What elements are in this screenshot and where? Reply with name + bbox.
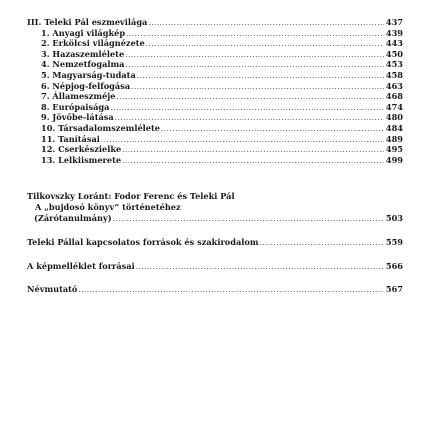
- toc-section-heading: [27, 17, 403, 28]
- essay-page: 503: [385, 213, 403, 224]
- toc-item-label: 1. Anyagi világkép: [41, 27, 126, 38]
- toc-entry-sources: [27, 237, 403, 248]
- leader-dots: [122, 145, 384, 156]
- leader-dots: [137, 71, 384, 82]
- toc-item: [27, 28, 403, 39]
- toc-item-label: 3. Hazaszemlélete: [41, 48, 125, 59]
- toc-item-page: 495: [385, 144, 403, 155]
- leader-dots: [131, 82, 384, 93]
- toc-item: [27, 59, 403, 70]
- leader-dots: [116, 92, 384, 103]
- table-of-contents: [27, 17, 403, 295]
- leader-dots: [126, 60, 385, 71]
- toc-entry-label: Névmutató: [27, 284, 78, 295]
- toc-item: [27, 112, 403, 123]
- toc-item: [27, 38, 403, 49]
- toc-item-label: 8. Európaisága: [41, 101, 110, 112]
- toc-entry-image-sources: [27, 261, 403, 272]
- leader-dots: [146, 39, 384, 50]
- leader-dots: [126, 29, 384, 40]
- toc-item-page: 468: [385, 91, 403, 102]
- toc-entry-page: 566: [385, 260, 403, 271]
- toc-item: [27, 49, 403, 60]
- leader-dots: [113, 214, 384, 225]
- toc-item-page: 450: [385, 48, 403, 59]
- toc-item: [27, 144, 403, 155]
- toc-item: [27, 123, 403, 134]
- toc-entry-page: 559: [385, 236, 403, 247]
- toc-item-page: 480: [385, 112, 403, 123]
- toc-entry-page: 567: [385, 284, 403, 295]
- toc-item-page: 484: [385, 122, 403, 133]
- toc-item: [27, 91, 403, 102]
- toc-item-label: 11. Tanításai: [41, 133, 100, 144]
- toc-item-page: 443: [385, 38, 403, 49]
- toc-item-page: 489: [385, 133, 403, 144]
- toc-section-page: 437: [385, 17, 403, 27]
- spacer: [27, 271, 403, 284]
- toc-item-page: 499: [385, 154, 403, 165]
- leader-dots: [161, 124, 384, 135]
- spacer: [27, 224, 403, 237]
- toc-item-label: 12. Cserkészielke: [41, 144, 122, 155]
- toc-item-label: 13. Lelkiismerete: [41, 154, 122, 165]
- leader-dots: [78, 285, 384, 296]
- toc-item-page: 474: [385, 101, 403, 112]
- essay-label: (Zárótanulmány): [34, 213, 112, 224]
- toc-item-label: 5. Magyarság-tudata: [41, 69, 136, 80]
- toc-item-page: 453: [385, 59, 403, 70]
- leader-dots: [148, 18, 384, 29]
- toc-item-label: 9. Jövőbe-látása: [41, 112, 114, 123]
- toc-entry-index: [27, 284, 403, 295]
- essay-subtitle: A „bujdosó könyv” történetéhez: [35, 202, 181, 213]
- toc-item: [27, 134, 403, 145]
- toc-item-label: 7. Állameszméje: [41, 91, 116, 102]
- leader-dots: [259, 238, 384, 249]
- toc-section-title: III. Teleki Pál eszmevilága: [27, 17, 148, 27]
- toc-item: [27, 70, 403, 81]
- leader-dots: [136, 262, 384, 273]
- toc-item-list: [27, 28, 403, 166]
- spacer: [27, 248, 403, 261]
- essay-authors: Tilkovszky Loránt: Fodor Ferenc és Teleki Pál: [27, 191, 235, 202]
- leader-dots: [110, 103, 384, 114]
- toc-item: [27, 155, 403, 166]
- toc-item-page: 458: [385, 69, 403, 80]
- spacer: [27, 165, 403, 191]
- essay-entry: [27, 213, 403, 224]
- toc-entry-label: A képmelléklet forrásai: [27, 260, 135, 271]
- toc-item-page: 463: [385, 80, 403, 91]
- toc-item-label: 6. Népjog-felfogása: [41, 80, 131, 91]
- toc-entry-label: Teleki Pállal kapcsolatos források és szakirodalom: [27, 236, 259, 247]
- toc-item-page: 439: [385, 27, 403, 38]
- toc-item: [27, 81, 403, 92]
- leader-dots: [122, 156, 384, 167]
- leader-dots: [125, 50, 384, 61]
- toc-item-label: 2. Erkölcsi világnézete: [41, 38, 145, 49]
- toc-item-label: 10. Társadalomszemlélete: [41, 122, 160, 133]
- toc-item-label: 4. Nemzetfogalma: [41, 59, 125, 70]
- leader-dots: [101, 135, 384, 146]
- toc-item: [27, 102, 403, 113]
